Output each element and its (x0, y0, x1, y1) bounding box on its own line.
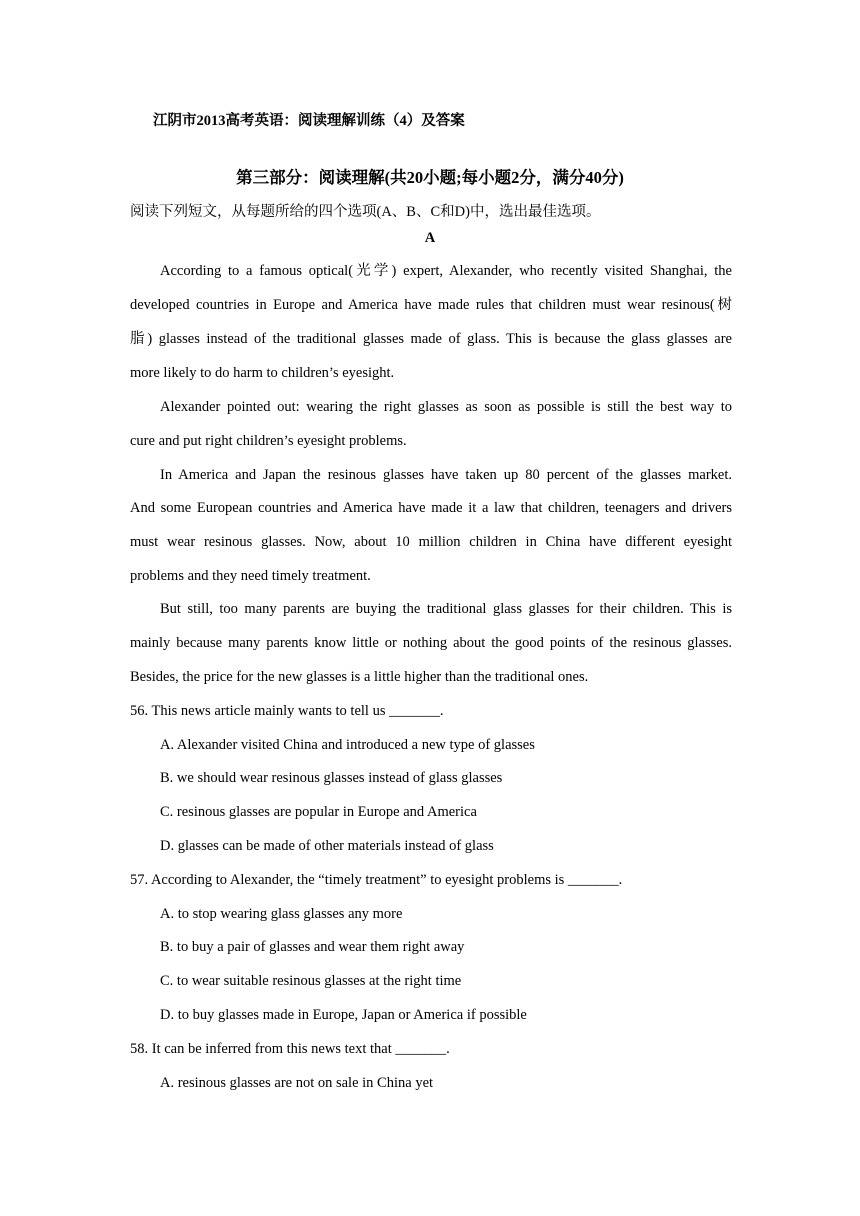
passage-line: problems and they need timely treatment. (130, 568, 371, 584)
answer-option: D. glasses can be made of other materials instead of glass (160, 838, 494, 854)
passage-line: In America and Japan the resinous glasses have taken up 80 percent of the glasses market. (160, 467, 732, 483)
question-stem: 57. According to Alexander, the “timely treatment” to eyesight problems is _______. (130, 872, 623, 888)
answer-option: B. to buy a pair of glasses and wear them right away (160, 939, 465, 955)
answer-option: A. resinous glasses are not on sale in China yet (160, 1075, 434, 1091)
passage-line: Besides, the price for the new glasses is a little higher than the traditional ones. (130, 669, 589, 685)
passage-line: developed countries in Europe and America have made rules that children must wear resinous(树 (130, 297, 732, 313)
passage-line: more likely to do harm to children’s eyesight. (130, 365, 395, 381)
passage-label: A (424, 230, 436, 246)
passage-line: cure and put right children’s eyesight problems. (130, 433, 407, 449)
instructions: 阅读下列短文，从每题所给的四个选项(A、B、C和D)中，选出最佳选项。 (130, 204, 601, 220)
answer-option: D. to buy glasses made in Europe, Japan or America if possible (160, 1007, 527, 1023)
question-stem: 56. This news article mainly wants to tell us _______. (130, 703, 444, 719)
question-stem: 58. It can be inferred from this news text that _______. (130, 1041, 450, 1057)
answer-option: A. to stop wearing glass glasses any more (160, 906, 403, 922)
answer-option: C. resinous glasses are popular in Europe and America (160, 804, 477, 820)
passage-line: 脂) glasses instead of the traditional glasses made of glass. This is because the glass glasses are (130, 331, 732, 347)
passage-line: must wear resinous glasses. Now, about 10 million children in China have different eyesight (130, 534, 732, 550)
answer-option: C. to wear suitable resinous glasses at the right time (160, 973, 462, 989)
document-title: 江阴市2013高考英语：阅读理解训练（4）及答案 (153, 113, 465, 129)
passage-line: Alexander pointed out: wearing the right glasses as soon as possible is still the best way to (160, 399, 732, 415)
passage-line: mainly because many parents know little or nothing about the good points of the resinous glasses. (130, 635, 732, 651)
answer-option: B. we should wear resinous glasses instead of glass glasses (160, 770, 503, 786)
section-heading: 第三部分：阅读理解(共20小题;每小题2分，满分40分) (236, 168, 624, 187)
answer-option: A. Alexander visited China and introduced a new type of glasses (160, 737, 535, 753)
passage-line: And some European countries and America have made it a law that children, teenagers and drivers (130, 500, 732, 516)
passage-line: But still, too many parents are buying the traditional glass glasses for their children. This is (160, 601, 732, 617)
passage-line: According to a famous optical(光学) expert, Alexander, who recently visited Shanghai, the (160, 263, 732, 279)
